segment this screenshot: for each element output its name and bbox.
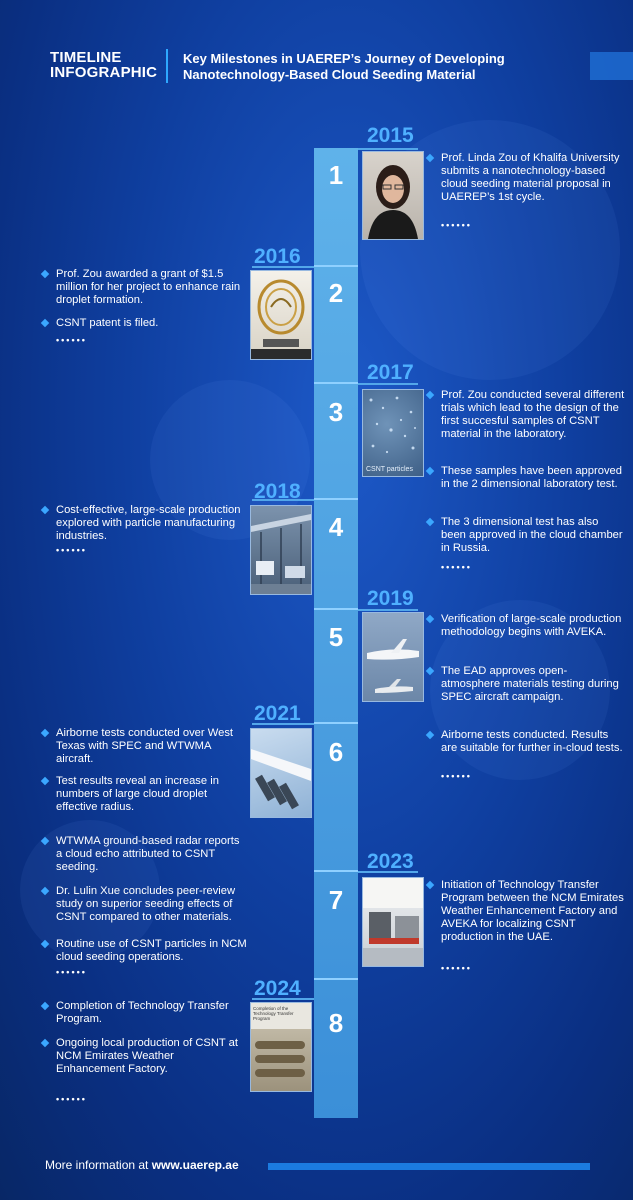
spine-divider [314, 608, 358, 610]
header-separator [166, 49, 168, 83]
year-label: 2023 [367, 850, 414, 873]
milestone-2021-item: Airborne tests conducted over West Texas with SPEC and WTWMA aircraft. [42, 727, 246, 766]
milestone-2021-item: Dr. Lulin Xue concludes peer-review study on superior seeding effects of CSNT compared to other materials. [42, 885, 256, 924]
milestone-number: 4 [328, 512, 344, 542]
milestone-2016-item: Prof. Zou awarded a grant of $1.5 million for her project to enhance rain droplet formation. [42, 268, 246, 307]
photo-factory [250, 505, 312, 595]
year-tick [358, 148, 418, 150]
footer [45, 1158, 239, 1172]
photo-production-2024 [250, 1002, 312, 1092]
milestone-2016-item: CSNT patent is filed. [42, 317, 246, 330]
dots-divider: •••••• [56, 1094, 87, 1104]
dots-divider: •••••• [56, 545, 87, 555]
year-label: 2021 [254, 702, 301, 725]
milestone-2018-item: Cost-effective, large-scale production explored with particle manufacturing industries. [42, 504, 246, 543]
spine-divider [314, 498, 358, 500]
photo-award-trophy [250, 270, 312, 360]
year-label: 2015 [367, 124, 414, 147]
milestone-2017-item: The 3 dimensional test has also been approved in the cloud chamber in Russia. [427, 516, 626, 555]
milestone-2024-item: Completion of Technology Transfer Program. [42, 1000, 246, 1026]
milestone-2021-item: WTWMA ground-based radar reports a cloud echo attributed to CSNT seeding. [42, 835, 246, 874]
year-label: 2019 [367, 587, 414, 610]
milestone-number: 8 [328, 1008, 344, 1038]
photo-aircraft [362, 612, 424, 702]
header-accent-bar [590, 52, 633, 80]
milestone-2019-item: Airborne tests conducted. Results are suitable for further in-cloud tests. [427, 729, 626, 755]
dots-divider: •••••• [441, 562, 472, 572]
year-label: 2016 [254, 245, 301, 268]
milestone-number: 5 [328, 622, 344, 652]
photo-csnt-particles [362, 389, 424, 477]
spine-divider [314, 978, 358, 980]
milestone-2019-item: Verification of large-scale production methodology begins with AVEKA. [427, 613, 626, 639]
milestone-2021-item: Routine use of CSNT particles in NCM cloud seeding operations. [42, 938, 256, 964]
dots-divider: •••••• [441, 220, 472, 230]
milestone-2019-item: The EAD approves open-atmosphere materials testing during SPEC aircraft campaign. [427, 665, 626, 704]
milestone-number: 6 [328, 737, 344, 767]
milestone-2024-item: Ongoing local production of CSNT at NCM Emirates Weather Enhancement Factory. [42, 1037, 246, 1076]
header-right-title [183, 51, 543, 83]
dots-divider: •••••• [441, 771, 472, 781]
photo-airborne-test [250, 728, 312, 818]
milestone-number: 7 [328, 885, 344, 915]
footer-link[interactable]: www.uaerep.ae [151, 1158, 239, 1172]
milestone-number: 1 [328, 160, 344, 190]
dots-divider: •••••• [441, 963, 472, 973]
photo-caption: CSNT particles [366, 466, 413, 473]
header-right-line: Nanotechnology-Based Cloud Seeding Material [183, 67, 476, 82]
dots-divider: •••••• [56, 335, 87, 345]
spine-divider [314, 870, 358, 872]
milestone-number: 3 [328, 397, 344, 427]
dots-divider: •••••• [56, 967, 87, 977]
spine-divider [314, 265, 358, 267]
milestone-2015-item: Prof. Linda Zou of Khalifa University submits a nanotechnology-based cloud seeding material proposal in UAEREP’s 1st cycle. [427, 152, 621, 204]
year-label: 2017 [367, 361, 414, 384]
year-label: 2018 [254, 480, 301, 503]
milestone-2017-item: Prof. Zou conducted several different trials which lead to the design of the first succesful samples of CSNT material in the laboratory. [427, 389, 626, 441]
header-left-line: INFOGRAPHIC [50, 64, 158, 81]
footer-prefix: More information at [45, 1158, 152, 1172]
milestone-number: 2 [328, 278, 344, 308]
year-label: 2024 [254, 977, 301, 1000]
header-left-title [50, 50, 157, 80]
header [0, 0, 633, 110]
milestone-2017-item: These samples have been approved in the 2 dimensional laboratory test. [427, 465, 626, 491]
milestone-2023-item: Initiation of Technology Transfer Program between the NCM Emirates Weather Enhancement Factory and AVEKA for localizing CSNT production in the UAE. [427, 879, 626, 944]
footer-accent-bar [268, 1163, 590, 1170]
photo-caption: Completion of the Technology Transfer Program [253, 1006, 294, 1021]
header-right-line: Key Milestones in UAEREP’s Journey of Developing [183, 51, 505, 66]
photo-lab-equipment [362, 877, 424, 967]
header-left-line: TIMELINE [50, 49, 122, 66]
photo-linda-zou [362, 151, 424, 240]
milestone-2021-item: Test results reveal an increase in numbers of large cloud droplet effective radius. [42, 775, 246, 814]
spine-divider [314, 722, 358, 724]
spine-divider [314, 382, 358, 384]
